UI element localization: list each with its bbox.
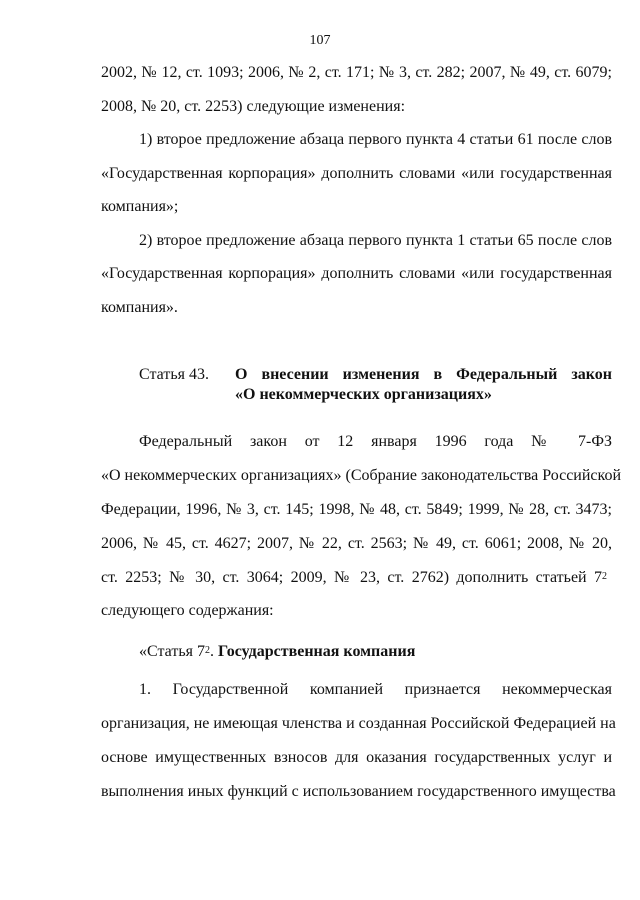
text-line: Федерации, 1996, № 3, ст. 145; 1998, № 48, ст. 5849; 1999, № 28, ст. 3473; xyxy=(101,501,612,518)
new-article-title: Государственная компания xyxy=(217,643,416,660)
text-line: 2002, № 12, ст. 1093; 2006, № 2, ст. 171; № 3, ст. 282; 2007, № 49, ст. 6079; xyxy=(101,64,612,81)
text-line: «О некоммерческих организациях» (Собрание законодательства Российской xyxy=(101,467,622,484)
list-item-line: «Государственная корпорация» дополнить словами «или государственная xyxy=(101,265,612,282)
article-label: Статья 43. xyxy=(139,366,209,383)
article-title: О внесении изменения в Федеральный закон xyxy=(235,366,612,383)
list-item-line: «Государственная корпорация» дополнить словами «или государственная xyxy=(101,165,612,182)
clause-line: выполнения иных функций с использованием государственного имущества xyxy=(101,783,616,800)
list-item-line: 1) второе предложение абзаца первого пункта 4 статьи 61 после слов xyxy=(139,131,612,148)
text-line: Федеральный закон от 12 января 1996 года № 7-ФЗ xyxy=(139,433,612,450)
clause-line: основе имущественных взносов для оказания государственных услуг и xyxy=(101,749,612,766)
page-number: 107 xyxy=(309,33,331,48)
new-article-prefix: «Статья 7 xyxy=(139,643,205,660)
new-article-heading xyxy=(139,642,640,662)
text-line: 2008, № 20, ст. 2253) следующие изменения: xyxy=(101,98,406,115)
list-item-line: компания»; xyxy=(101,198,179,215)
text-line xyxy=(101,568,612,588)
new-article-dot: . xyxy=(209,643,214,660)
superscript: 2 xyxy=(602,571,607,582)
clause-line: организация, не имеющая членства и созданная Российской Федерацией на xyxy=(101,715,616,732)
clause-line: 1. Государственной компанией признается некоммерческая xyxy=(139,681,612,698)
list-item-line: компания». xyxy=(101,299,178,316)
superscript: 2 xyxy=(204,645,210,656)
text-line: следующего содержания: xyxy=(101,602,274,619)
list-item-line: 2) второе предложение абзаца первого пункта 1 статьи 65 после слов xyxy=(139,232,612,249)
text-line-main: ст. 2253; № 30, ст. 3064; 2009, № 23, ст. 2762) дополнить статьей 7 xyxy=(101,569,602,586)
article-title-continuation: «О некоммерческих организациях» xyxy=(235,386,492,403)
text-line: 2006, № 45, ст. 4627; 2007, № 22, ст. 2563; № 49, ст. 6061; 2008, № 20, xyxy=(101,535,612,552)
